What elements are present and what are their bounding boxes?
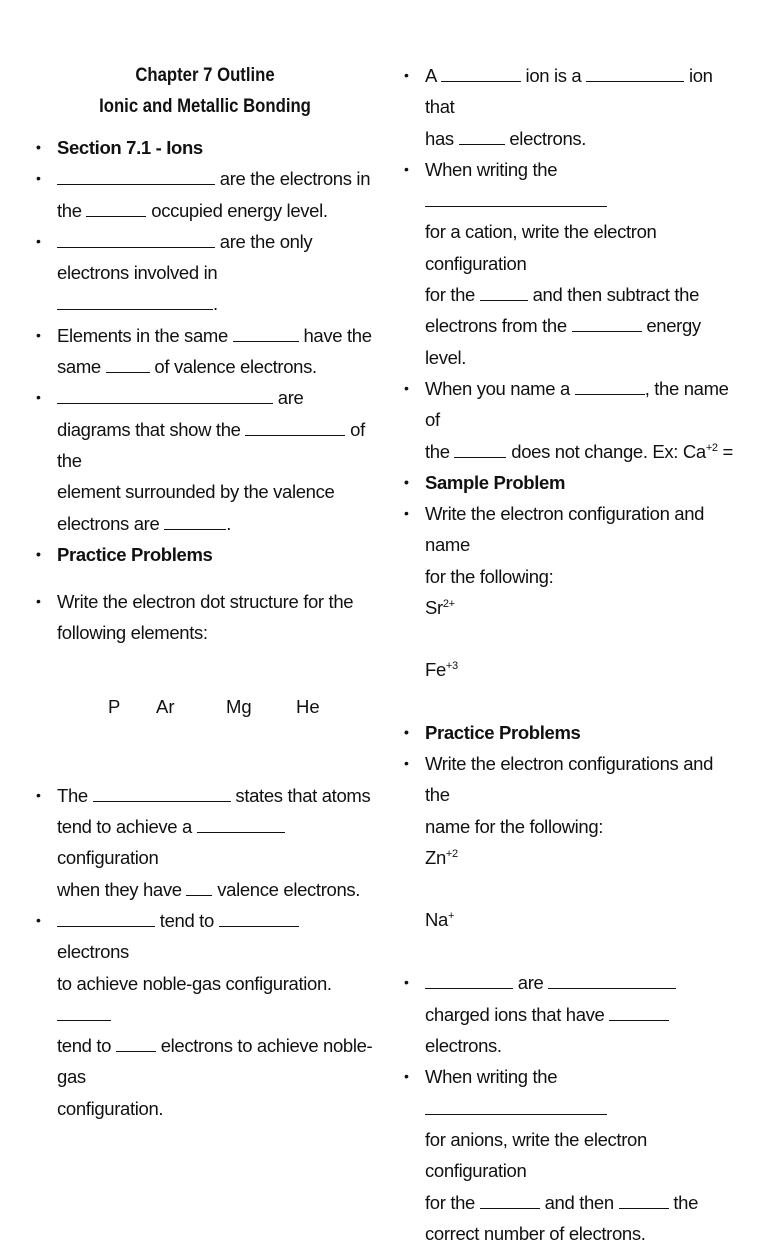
blank-line: [586, 65, 684, 82]
dot-structure-prompt: • Write the electron dot structure for the following elements:: [36, 586, 374, 649]
valence-only: • are the only electrons involved in .: [36, 226, 374, 320]
element-he: He: [296, 695, 320, 717]
chapter-title: Chapter 7 Outline: [135, 65, 275, 86]
section-heading: • Section 7.1 - Ions: [36, 132, 374, 163]
sample-problem-heading: • Sample Problem: [404, 467, 742, 498]
blank-line: [57, 910, 155, 927]
title-block: [36, 60, 374, 122]
blank-line: [548, 972, 676, 989]
bullet-icon: •: [404, 473, 409, 490]
blank-line: [425, 190, 607, 207]
sample-ion-sr: $Sr^{2+}$: [425, 597, 455, 619]
bullet-icon: •: [36, 545, 41, 562]
bullet-icon: •: [36, 911, 41, 928]
sample-ion-fe: $Fe^{+3}$: [425, 659, 458, 681]
bullet-icon: •: [404, 974, 409, 991]
blank-line: [164, 513, 226, 530]
gain-lose-electrons: • tend to electrons to achieve noble-gas configuration. tend to electrons to achieve noble-gas configuration.: [36, 905, 374, 1124]
blank-line: [459, 128, 505, 145]
blank-line: [441, 65, 521, 82]
blank-line: [572, 315, 642, 332]
bullet-icon: •: [36, 786, 41, 803]
practice-heading-2: • Practice Problems: [404, 717, 742, 748]
cation-naming: • When you name a , the name of the does not change. Ex: $Ca^{+2}$ =: [404, 373, 742, 467]
valence-definition: • are the electrons in the occupied energy level.: [36, 163, 374, 226]
practice-ion-na: Na+: [425, 909, 455, 931]
blank-line: [93, 785, 231, 802]
blank-line: [86, 200, 146, 217]
bullet-icon: •: [36, 326, 41, 343]
blank-line: [57, 293, 213, 310]
bullet-icon: •: [404, 754, 409, 771]
bullet-icon: •: [404, 505, 409, 522]
bullet-icon: •: [404, 160, 409, 177]
sample-prompt: • Write the electron configuration and name for the following:: [404, 498, 742, 592]
blank-line: [619, 1192, 669, 1209]
blank-line: [57, 168, 215, 185]
element-list: [36, 691, 374, 722]
practice-heading-1: • Practice Problems: [36, 539, 374, 570]
blank-line: [480, 284, 528, 301]
same-group: • Elements in the same have the same of valence electrons.: [36, 320, 374, 383]
blank-line: [575, 378, 645, 395]
blank-line: [233, 325, 299, 342]
bullet-icon: •: [404, 67, 409, 83]
bullet-icon: •: [36, 389, 41, 406]
right-column: [404, 60, 742, 1249]
anion-configuration: • When writing the for anions, write the electron configuration for the and then the correct number of electrons.: [404, 1061, 742, 1249]
bullet-icon: •: [36, 232, 41, 249]
bullet-icon: •: [404, 379, 409, 396]
element-ar: Ar: [156, 695, 175, 717]
blank-line: [197, 816, 285, 833]
blank-line: [219, 910, 299, 927]
bullet-icon: •: [404, 1068, 409, 1085]
blank-line: [480, 1192, 540, 1209]
blank-line: [57, 1004, 111, 1021]
cation-configuration: • When writing the for a cation, write the electron configuration for the and then subtract the electrons from the energy level.: [404, 154, 742, 373]
blank-line: [425, 972, 513, 989]
blank-line: [454, 441, 506, 458]
blank-line: [245, 419, 345, 436]
chapter-subtitle: Ionic and Metallic Bonding: [99, 96, 311, 117]
bullet-icon: •: [36, 593, 41, 610]
practice-prompt: • Write the electron configurations and the name for the following:: [404, 748, 742, 842]
blank-line: [116, 1035, 156, 1052]
element-mg: Mg: [226, 695, 252, 717]
octet-rule: • The states that atoms tend to achieve a configuration when they have valence electrons.: [36, 780, 374, 905]
blank-line: [57, 231, 215, 248]
practice-ion-zn: $Zn^{+2}$: [425, 846, 458, 868]
left-column: [36, 60, 374, 1124]
bullet-icon: •: [36, 170, 41, 187]
element-p: P: [108, 695, 121, 717]
blank-line: [57, 387, 273, 404]
bullet-icon: •: [404, 723, 409, 740]
blank-line: [609, 1004, 669, 1021]
anions-definition: • are charged ions that have electrons.: [404, 967, 742, 1061]
blank-line: [425, 1098, 607, 1115]
blank-line: [186, 879, 212, 896]
dot-diagram-definition: • are diagrams that show the of the element surrounded by the valence electrons are .: [36, 382, 374, 538]
ion-definition: • A ion is a ion that has electrons.: [404, 60, 742, 154]
blank-line: [106, 356, 150, 373]
bullet-icon: •: [36, 139, 41, 155]
